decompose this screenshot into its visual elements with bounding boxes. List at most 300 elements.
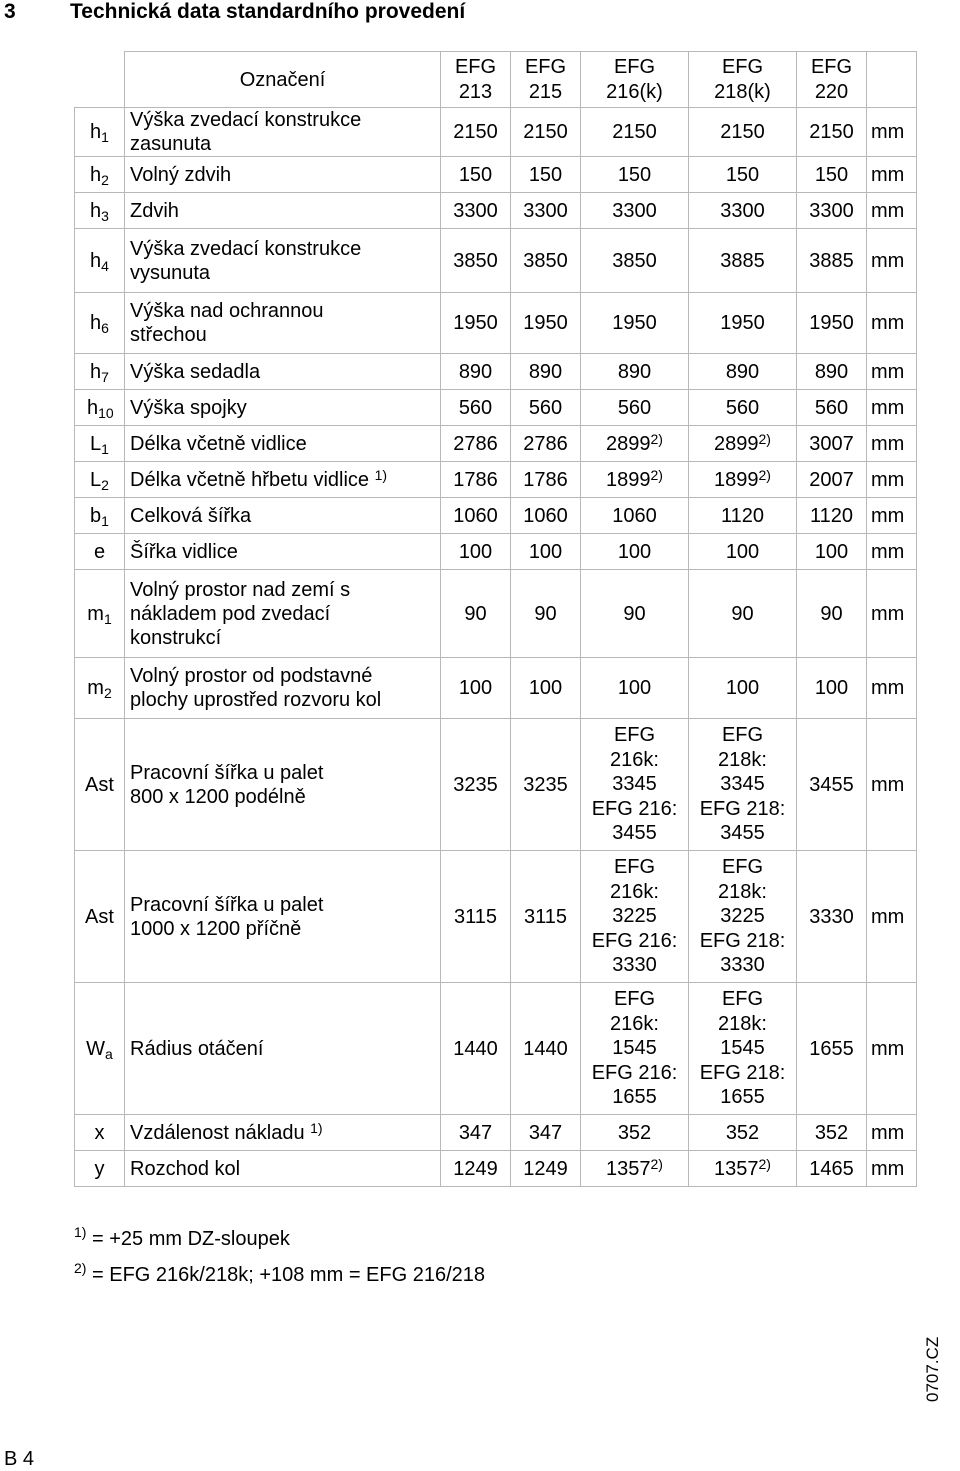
value-cell — [581, 293, 689, 354]
label-line: Rádius otáčení — [130, 1037, 264, 1060]
model-5-line-2: 220 — [814, 80, 849, 103]
value-cell — [689, 108, 797, 157]
value: 1120 — [720, 504, 764, 527]
value: 1120 — [809, 504, 853, 527]
value: 2899 — [606, 432, 651, 455]
symbol-letter: m — [87, 602, 104, 625]
value: 3300 — [809, 199, 854, 222]
unit: mm — [871, 1157, 905, 1180]
value: 2786 — [523, 432, 568, 455]
label-line: Výška sedadla — [130, 360, 261, 383]
unit-cell — [867, 719, 917, 851]
symbol-letter: h — [90, 249, 102, 272]
row-label — [125, 293, 441, 354]
value: 100 — [814, 540, 849, 563]
value-cell — [511, 462, 581, 498]
value-cell — [581, 354, 689, 390]
value-line: 218k: — [718, 748, 767, 771]
value: 90 — [731, 602, 754, 625]
value: 90 — [534, 602, 557, 625]
table-row — [75, 498, 917, 534]
unit-cell — [867, 390, 917, 426]
label-line: Výška zvedací konstrukce — [130, 237, 362, 260]
header-label: Označení — [239, 68, 326, 91]
header-label-cell — [125, 52, 441, 108]
value: 1950 — [523, 312, 568, 334]
label-line: vysunuta — [130, 261, 211, 284]
footnote-2 — [74, 1260, 486, 1287]
value-cell — [797, 658, 867, 719]
value-cell — [441, 390, 511, 426]
section-number: 3 — [4, 0, 16, 23]
value-cell — [581, 719, 689, 851]
value: 1655 — [809, 1037, 854, 1060]
value-cell — [797, 1115, 867, 1151]
unit: mm — [871, 199, 905, 222]
value: 3300 — [453, 199, 498, 222]
value-cell — [511, 157, 581, 193]
value-cell — [797, 293, 867, 354]
row-symbol — [75, 658, 125, 719]
value-line: 1655 — [612, 1086, 657, 1109]
label-line: Volný prostor od podstavné — [130, 665, 373, 687]
row-symbol — [75, 390, 125, 426]
footnote-2-mark: 2) — [74, 1260, 87, 1276]
value-cell — [689, 426, 797, 462]
symbol-subscript: 7 — [101, 368, 109, 385]
value: 3007 — [809, 432, 854, 455]
value: 150 — [528, 163, 563, 186]
value: 100 — [814, 677, 849, 699]
symbol-letter: h — [90, 199, 102, 222]
value-cell — [581, 108, 689, 157]
label-line: Volný zdvih — [130, 163, 232, 186]
value: 3235 — [453, 773, 498, 796]
symbol-subscript: a — [105, 1045, 113, 1062]
row-label — [125, 570, 441, 658]
value-cell — [441, 983, 511, 1115]
label-line: 800 x 1200 podélně — [130, 785, 306, 808]
value-cell — [511, 498, 581, 534]
value: 100 — [725, 540, 760, 563]
model-1-line-1: EFG — [454, 55, 497, 78]
document-id: 0707.CZ — [923, 1336, 942, 1402]
symbol-subscript: 10 — [98, 404, 114, 421]
value-cell — [581, 570, 689, 658]
symbol-letter: h — [87, 396, 99, 419]
value: 3330 — [809, 905, 854, 928]
row-label — [125, 1151, 441, 1187]
value: 2150 — [453, 121, 498, 143]
table-row — [75, 108, 917, 157]
unit: mm — [871, 360, 905, 383]
value-cell — [511, 570, 581, 658]
value: 3850 — [453, 249, 498, 272]
unit: mm — [871, 1121, 905, 1144]
row-label — [125, 193, 441, 229]
value: 1899 — [606, 468, 651, 491]
value-line: EFG — [721, 988, 764, 1011]
row-symbol — [75, 462, 125, 498]
unit-cell — [867, 570, 917, 658]
value-cell — [581, 157, 689, 193]
value-cell — [689, 983, 797, 1115]
value: 1357 — [714, 1157, 759, 1180]
value-cell — [581, 462, 689, 498]
footnote-ref: 2) — [758, 430, 771, 447]
value: 1440 — [453, 1037, 498, 1060]
value-cell — [581, 658, 689, 719]
symbol-letter: Ast — [85, 773, 114, 796]
row-label — [125, 498, 441, 534]
unit: mm — [871, 1037, 905, 1060]
value-line: 1545 — [612, 1037, 657, 1060]
header-model-5 — [797, 52, 867, 108]
value-cell — [441, 293, 511, 354]
value: 1786 — [453, 468, 498, 491]
value-cell — [689, 534, 797, 570]
value: 3850 — [612, 249, 657, 272]
section-heading — [4, 0, 465, 24]
model-5-line-1: EFG — [810, 55, 853, 78]
value-cell — [581, 193, 689, 229]
unit: mm — [871, 504, 905, 527]
header-model-1 — [441, 52, 511, 108]
footnote-2-text: = EFG 216k/218k; +108 mm = EFG 216/218 — [92, 1264, 486, 1286]
table-row — [75, 157, 917, 193]
value-cell — [797, 108, 867, 157]
value: 1899 — [714, 468, 759, 491]
value: 90 — [623, 602, 646, 625]
value-cell — [797, 534, 867, 570]
label-line: 1000 x 1200 příčně — [130, 917, 302, 940]
row-label — [125, 426, 441, 462]
value-cell — [689, 193, 797, 229]
symbol-letter: m — [87, 677, 104, 699]
value-cell — [511, 719, 581, 851]
value: 2150 — [809, 121, 854, 143]
row-symbol — [75, 108, 125, 157]
unit-cell — [867, 462, 917, 498]
symbol-letter: W — [86, 1037, 106, 1060]
unit-cell — [867, 193, 917, 229]
value-line: EFG — [613, 856, 656, 879]
value: 150 — [617, 163, 652, 186]
value: 560 — [617, 396, 652, 419]
value-line: 3455 — [720, 822, 765, 845]
unit: mm — [871, 677, 905, 699]
unit: mm — [871, 312, 905, 334]
value: 890 — [814, 360, 849, 383]
label-line: Vzdálenost nákladu — [130, 1121, 305, 1144]
value: 2150 — [612, 121, 657, 143]
symbol-subscript: 6 — [101, 320, 109, 336]
label-line: Šířka vidlice — [130, 540, 238, 563]
value-cell — [797, 390, 867, 426]
page-number: B 4 — [4, 1448, 35, 1470]
value-cell — [797, 983, 867, 1115]
value-line: EFG 216: — [591, 797, 678, 820]
value: 352 — [725, 1121, 760, 1144]
value-cell — [689, 1115, 797, 1151]
value: 347 — [458, 1121, 493, 1144]
symbol-subscript: 2 — [103, 685, 112, 701]
value: 560 — [528, 396, 563, 419]
value: 3455 — [809, 773, 854, 796]
model-4-line-2: 218(k) — [714, 80, 771, 103]
unit: mm — [871, 905, 905, 928]
value-line: 3225 — [720, 905, 765, 928]
table-row — [75, 229, 917, 293]
value-line: 216k: — [610, 880, 659, 903]
value-cell — [689, 570, 797, 658]
value-cell — [511, 534, 581, 570]
value-cell — [511, 1115, 581, 1151]
value: 890 — [458, 360, 493, 383]
table-row — [75, 354, 917, 390]
value-cell — [441, 426, 511, 462]
value-cell — [689, 390, 797, 426]
value: 100 — [528, 677, 563, 699]
table-row — [75, 1115, 917, 1151]
value: 100 — [725, 677, 760, 699]
value-cell — [511, 1151, 581, 1187]
value-cell — [689, 1151, 797, 1187]
value: 560 — [725, 396, 760, 419]
value: 560 — [814, 396, 849, 419]
symbol-subscript: 1 — [101, 512, 109, 529]
symbol-letter: e — [93, 540, 106, 563]
value: 100 — [458, 540, 493, 563]
value: 2150 — [523, 121, 568, 143]
symbol-subscript: 2 — [101, 171, 109, 188]
value-cell — [581, 426, 689, 462]
row-label — [125, 462, 441, 498]
symbol-letter: b — [90, 504, 102, 527]
value: 1249 — [453, 1157, 498, 1180]
value: 1249 — [523, 1157, 568, 1180]
value-cell — [581, 229, 689, 293]
value-line: EFG 216: — [591, 1061, 678, 1084]
value-line: 3455 — [612, 822, 657, 845]
unit: mm — [871, 773, 905, 796]
label-line: Výška spojky — [130, 396, 247, 419]
symbol-subscript: 1 — [101, 440, 109, 457]
row-label — [125, 108, 441, 157]
value-cell — [689, 851, 797, 983]
value-cell — [441, 534, 511, 570]
value-cell — [689, 229, 797, 293]
value-line: EFG 218: — [699, 1061, 786, 1084]
value-cell — [797, 570, 867, 658]
footnote-ref: 1) — [374, 466, 388, 483]
row-symbol — [75, 719, 125, 851]
value-cell — [689, 658, 797, 719]
value: 347 — [528, 1121, 563, 1144]
row-label — [125, 354, 441, 390]
footnote-ref: 2) — [758, 466, 771, 483]
table-row — [75, 426, 917, 462]
symbol-letter: h — [90, 312, 102, 334]
unit: mm — [871, 432, 905, 455]
value: 1060 — [453, 504, 498, 527]
row-label — [125, 719, 441, 851]
value-cell — [511, 983, 581, 1115]
value-cell — [581, 1115, 689, 1151]
value: 1060 — [612, 504, 657, 527]
unit: mm — [871, 540, 905, 563]
value-line: 3225 — [612, 905, 657, 928]
value-cell — [689, 719, 797, 851]
value-line: 216k: — [610, 748, 659, 771]
value-cell — [797, 851, 867, 983]
footnote-ref: 2) — [758, 1155, 771, 1172]
unit-cell — [867, 1115, 917, 1151]
model-3-line-2: 216(k) — [606, 80, 663, 103]
row-label — [125, 851, 441, 983]
value-cell — [441, 193, 511, 229]
value-line: 3345 — [720, 773, 765, 796]
value-cell — [797, 462, 867, 498]
value-line: EFG — [613, 988, 656, 1011]
unit: mm — [871, 468, 905, 491]
technical-data-table — [74, 51, 917, 1187]
footnote-ref: 2) — [650, 1155, 663, 1172]
unit-cell — [867, 534, 917, 570]
value: 150 — [458, 163, 493, 186]
row-label — [125, 534, 441, 570]
value-line: EFG — [721, 856, 764, 879]
row-label — [125, 229, 441, 293]
model-1-line-2: 213 — [458, 80, 493, 103]
value: 1786 — [523, 468, 568, 491]
value: 3885 — [809, 249, 854, 272]
value: 1440 — [523, 1037, 568, 1060]
symbol-letter: L — [90, 468, 102, 491]
label-line: plochy uprostřed rozvoru kol — [130, 689, 382, 711]
value: 2007 — [809, 468, 854, 491]
value-cell — [511, 108, 581, 157]
value-cell — [441, 658, 511, 719]
unit-cell — [867, 426, 917, 462]
value: 560 — [458, 396, 493, 419]
label-line: Výška zvedací konstrukce — [130, 109, 362, 131]
value-cell — [441, 570, 511, 658]
unit-cell — [867, 498, 917, 534]
table-row — [75, 851, 917, 983]
value: 352 — [617, 1121, 652, 1144]
symbol-letter: h — [90, 360, 102, 383]
model-2-line-1: EFG — [524, 55, 567, 78]
value-cell — [441, 354, 511, 390]
value: 90 — [820, 602, 843, 625]
table-row — [75, 534, 917, 570]
value: 100 — [528, 540, 563, 563]
header-unit-cell — [867, 52, 917, 108]
row-symbol — [75, 354, 125, 390]
label-line: Pracovní šířka u palet — [130, 893, 324, 916]
table-row — [75, 570, 917, 658]
value: 150 — [814, 163, 849, 186]
value: 3115 — [523, 905, 567, 928]
unit-cell — [867, 229, 917, 293]
value: 3885 — [720, 249, 765, 272]
value-cell — [511, 193, 581, 229]
value: 1357 — [606, 1157, 651, 1180]
value: 2899 — [714, 432, 759, 455]
footnote-ref: 1) — [310, 1119, 323, 1136]
symbol-letter: h — [90, 121, 102, 143]
label-line: Pracovní šířka u palet — [130, 761, 324, 784]
value-cell — [581, 498, 689, 534]
row-symbol — [75, 498, 125, 534]
symbol-letter: y — [94, 1157, 105, 1180]
value-line: 218k: — [718, 880, 767, 903]
row-symbol — [75, 157, 125, 193]
label-line: Délka včetně vidlice — [130, 432, 307, 455]
value: 1950 — [720, 312, 765, 334]
unit-cell — [867, 157, 917, 193]
footnote-ref: 2) — [650, 430, 663, 447]
value-cell — [689, 462, 797, 498]
value-cell — [511, 658, 581, 719]
label-line: Zdvih — [130, 199, 179, 222]
value-cell — [689, 498, 797, 534]
row-label — [125, 157, 441, 193]
value-line: EFG — [613, 724, 656, 747]
value-cell — [441, 1115, 511, 1151]
value-cell — [689, 354, 797, 390]
value: 3115 — [453, 905, 497, 928]
label-line: Výška nad ochrannou — [130, 300, 324, 322]
symbol-letter: h — [90, 163, 102, 186]
value-cell — [441, 1151, 511, 1187]
value-cell — [797, 719, 867, 851]
row-symbol — [75, 983, 125, 1115]
value-cell — [797, 229, 867, 293]
unit: mm — [871, 602, 905, 625]
footnote-ref: 2) — [650, 466, 663, 483]
unit-cell — [867, 851, 917, 983]
unit-cell — [867, 354, 917, 390]
value: 3300 — [612, 199, 657, 222]
label-line: Délka včetně hřbetu vidlice — [130, 468, 370, 491]
value-line: 218k: — [718, 1012, 767, 1035]
value-cell — [441, 229, 511, 293]
table-row — [75, 293, 917, 354]
value: 90 — [464, 602, 487, 625]
value-cell — [441, 498, 511, 534]
value-line: 1655 — [720, 1086, 765, 1109]
row-label — [125, 390, 441, 426]
row-symbol — [75, 851, 125, 983]
section-title: Technická data standardního provedení — [70, 0, 466, 23]
footnote-1-text: = +25 mm DZ-sloupek — [92, 1228, 290, 1250]
symbol-subscript: 3 — [101, 207, 109, 224]
value-line: EFG 218: — [699, 929, 786, 952]
value-cell — [689, 293, 797, 354]
row-label — [125, 983, 441, 1115]
label-line: nákladem pod zvedací — [130, 602, 331, 625]
label-line: Volný prostor nad zemí s — [130, 578, 351, 601]
row-label — [125, 658, 441, 719]
value-cell — [511, 851, 581, 983]
row-symbol — [75, 426, 125, 462]
value-cell — [511, 293, 581, 354]
unit: mm — [871, 121, 905, 143]
table-row — [75, 983, 917, 1115]
symbol-letter: Ast — [85, 905, 114, 928]
